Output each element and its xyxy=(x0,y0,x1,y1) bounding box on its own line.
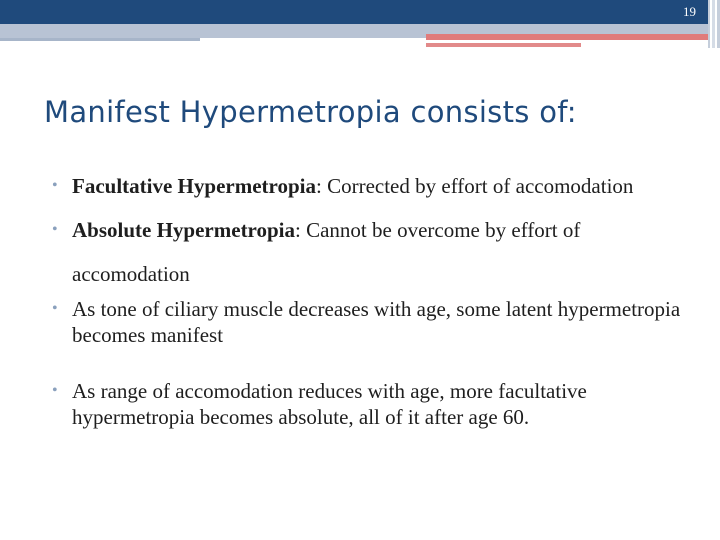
bullet-item xyxy=(52,164,692,208)
bullet-term: Absolute Hypermetropia xyxy=(72,218,296,242)
bullet-icon: • xyxy=(52,177,58,194)
header-band xyxy=(0,0,708,24)
bullet-text: Cannot be overcome by effort of accomodation xyxy=(72,218,581,286)
page-number: 19 xyxy=(683,4,696,19)
bullet-icon: • xyxy=(52,221,58,238)
bullet-item xyxy=(52,208,692,296)
bullet-icon: • xyxy=(52,300,58,317)
bullet-list xyxy=(52,164,692,430)
bullet-separator: : xyxy=(295,218,307,242)
bullet-term: Facultative Hypermetropia xyxy=(72,174,316,198)
header-stripe-red xyxy=(426,34,708,40)
bullet-icon: • xyxy=(52,382,58,399)
bullet-item xyxy=(52,378,692,430)
slide-title: Manifest Hypermetropia consists of: xyxy=(44,95,577,130)
bullet-text: As tone of ciliary muscle decreases with age, some latent hypermetropia becomes manifest xyxy=(72,297,681,347)
bullet-separator: : xyxy=(315,174,328,198)
decorative-vertical-bar xyxy=(708,0,710,48)
bullet-text: Corrected by effort of accomodation xyxy=(327,174,634,198)
decorative-vertical-bar xyxy=(712,0,715,48)
bullet-item xyxy=(52,296,692,348)
header-stripe-blue xyxy=(0,38,200,41)
bullet-text: As range of accomodation reduces with age, more facultative hypermetropia becomes absolute, all of it after age 60. xyxy=(72,379,587,429)
header-stripe-red-secondary xyxy=(426,43,581,47)
